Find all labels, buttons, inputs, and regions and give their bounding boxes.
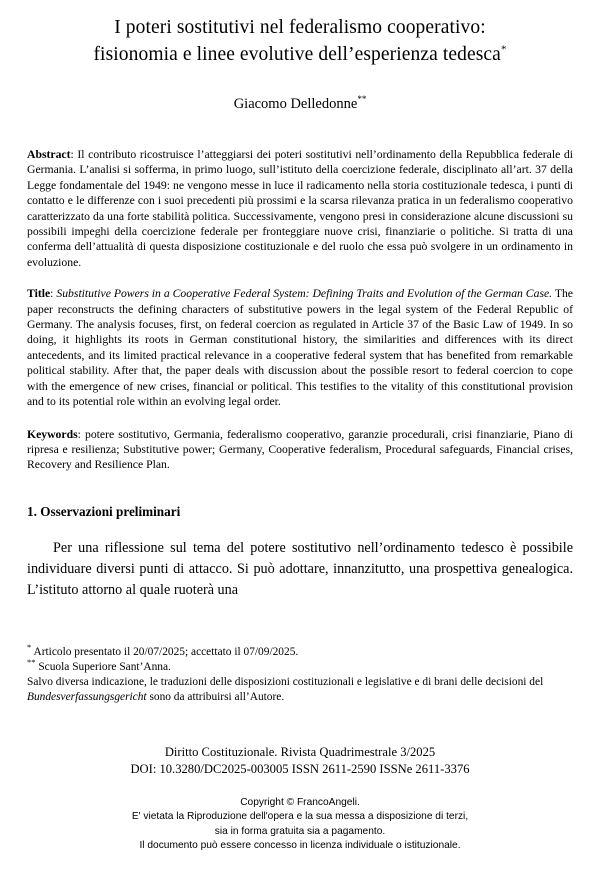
english-title-text: Substitutive Powers in a Cooperative Federal System: Defining Traits and Evolution of the German Case. [56,287,553,301]
footnote-2-text: Scuola Superiore Sant’Anna. [35,661,171,673]
footnote-3-text-part2: sono da attribuirsi all’Autore. [146,691,285,703]
keywords-label: Keywords [27,427,78,441]
english-title-separator: : [50,287,57,301]
footnote-2 [27,657,573,675]
footnote-1-marker: * [27,642,32,653]
footnote-1-text: Articolo presentato il 20/07/2025; accettato il 07/09/2025. [31,646,299,658]
copyright-notice [0,796,600,854]
copyright-line-3: sia in forma gratuita sia a pagamento. [214,825,386,837]
abstract-separator: : [70,148,78,161]
keywords-separator: : [77,427,85,441]
keywords-block [27,427,573,473]
english-abstract-text: The paper reconstructs the defining characters of substitutive powers in the legal system of the Federal Republic of Germany. The analysis focuses, first, on federal coercion as regulated in Article 37 of the Basic Law of 1949. In so doing, it highlights its roots in German constitutional history, the similarities and differences with its direct antecedents, and its limited practical relevance in a cooperative federal system that has benefited from remarkable political stability. After that, the paper deals with discussion about the possible resort to federal coercion to cope with the emergence of new crises, financial or political. This testifies to the vitality of this constitutional provision and to its potential role within an evolving legal order. [27,287,573,409]
page-title [27,14,573,68]
footnote-3-text-part1: Salvo diversa indicazione, le traduzioni delle disposizioni costituzionali e legislative e di brani delle decisioni del [27,676,544,688]
abstract-english [27,286,573,409]
footnote-2-marker: ** [27,657,36,668]
keywords-text: potere sostitutivo, Germania, federalismo cooperativo, garanzie procedurali, crisi finanziarie, Piano di ripresa e resilienza; Substitutive power; Germany, Cooperative federalism, Procedural safeguards, Financial crises, Recovery and Resilience Plan. [27,427,574,472]
author-name: Giacomo Delledonne [233,96,358,112]
abstract-italian [27,147,573,270]
title-line-1: I poteri sostitutivi nel federalismo cooperativo: [114,17,486,38]
author-line [27,94,573,114]
footnote-3-court-name: Bundesverfassungsgericht [27,691,147,703]
abstract-text: Il contributo ricostruisce l’atteggiarsi dei poteri sostitutivi nell’ordinamento della Repubblica federale di Germania. L’analisi si sofferma, in primo luogo, sull’istituto della coercizione federale, disciplinato all’art. 37 della Legge fondamentale del 1949: ne vengono messe in luce il radicamento nella storia costituzionale tedesca, i punti di contatto e le differenze con i suoi precedenti più prossimi e la scarsa rilevanza pratica in un federalismo cooperativo caratterizzato da una forte stabilità politica. Successivamente, vengono presi in considerazione alcune discussioni su possibili impeghi della coercizione federale per fronteggiare nuove crisi, finanziarie o politiche. Si tratta di una conferma dell’attualità di questa disposizione costituzionale e del ruolo che essa può svolgere in un ordinamento in evoluzione. [27,148,574,269]
title-footnote-marker: * [500,43,507,56]
copyright-line-2: E' vietata la Riproduzione dell'opera e la sua messa a disposizione di terzi, [131,811,469,823]
english-title-label: Title [27,287,51,301]
author-footnote-marker: ** [357,94,367,105]
journal-name: Diritto Costituzionale. Rivista Quadrimestrale 3/2025 [164,745,436,759]
journal-doi-issn: DOI: 10.3280/DC2025-003005 ISSN 2611-2590 ISSNe 2611-3376 [130,762,470,776]
footnote-1 [27,642,573,660]
copyright-line-4: Il documento può essere concesso in licenza individuale o istituzionale. [139,840,461,852]
title-block [27,0,573,114]
title-line-2: fisionomia e linee evolutive dell’esperienza tedesca [93,44,501,65]
copyright-line-1: Copyright © FrancoAngeli. [240,797,360,808]
section-paragraph: Per una riflessione sul tema del potere sostitutivo nell’ordinamento tedesco è possibile individuare diversi punti di attacco. Si può adottare, innanzitutto, una prospettiva genealogica. L’istituto attorno al quale ruoterà una [27,539,573,598]
abstract-label: Abstract [27,148,71,161]
journal-info-block [27,744,573,778]
footnote-3 [27,675,573,705]
section-heading: 1. Osservazioni preliminari [27,503,181,519]
footnotes-block [27,642,573,705]
